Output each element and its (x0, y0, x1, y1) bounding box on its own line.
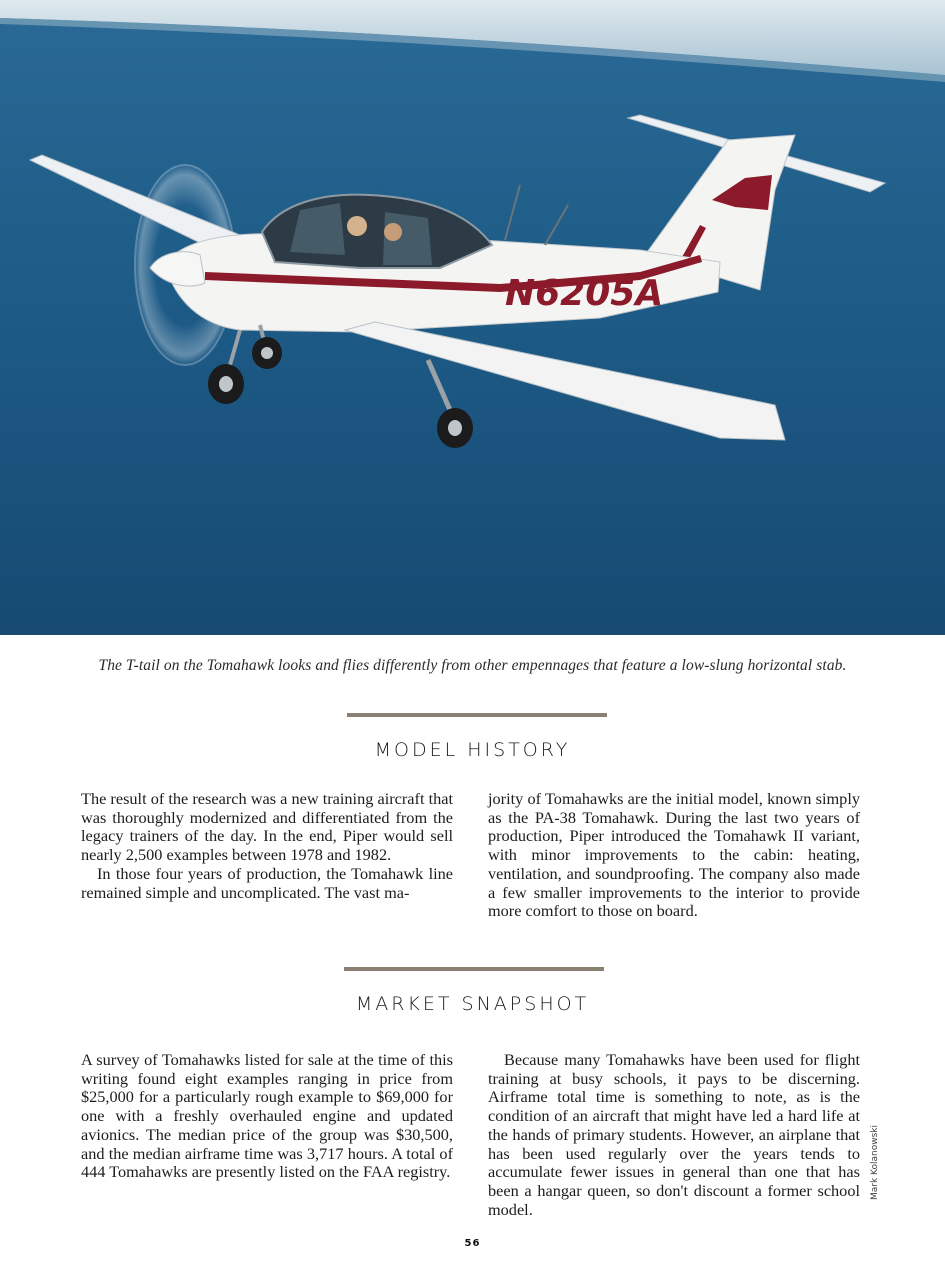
market-snapshot-column-1 (81, 1051, 453, 1182)
hero-photo (0, 0, 945, 635)
page-number: 56 (464, 1238, 481, 1249)
section-title-market-snapshot: MARKET SNAPSHOT (355, 993, 590, 1015)
section-title-model-history: MODEL HISTORY (374, 739, 571, 761)
market-snapshot-column-2 (488, 1051, 860, 1219)
paragraph: jority of Tomahawks are the initial model, known simply as the PA-38 Tomahawk. During the last two years of production, Piper introduced the Tomahawk II variant, with minor improvements to the cabin: heating, ventilation, and soundproofing. The company also made a few smaller improvements to the interior to provide more comfort to those on board. (488, 789, 860, 921)
photo-caption: The T-tail on the Tomahawk looks and flies differently from other empennages that feature a low-slung horizontal stab. (98, 657, 847, 674)
photo-credit: Mark Kolanowski (870, 1124, 880, 1200)
section-divider (344, 967, 604, 971)
model-history-column-2 (488, 790, 860, 921)
model-history-column-1 (81, 790, 453, 902)
paragraph: A survey of Tomahawks listed for sale at the time of this writing found eight examples ranging in price from $25,000 for a particularly rough example to $69,000 for one with a freshly overhauled engine and updated avionics. The median price of the group was $30,500, and the median airframe time was 3,717 hours. A total of 444 Tomahawks are presently listed on the FAA registry. (81, 1050, 453, 1182)
paragraph: Because many Tomahawks have been used for flight training at busy schools, it pays to be discerning. Airframe total time is something to note, as is the condition of an aircraft that might have led a hard life at the hands of primary students. However, an airplane that has been used regularly over the years tends to accumulate fewer issues in general than one that has been a hangar queen, so don't discount a former school model. (488, 1050, 860, 1219)
section-divider (347, 713, 607, 717)
paragraph: In those four years of production, the Tomahawk line remained simple and uncomplicated. The vast ma- (81, 863, 453, 902)
tail-number: N6205A (505, 273, 664, 314)
paragraph: The result of the research was a new training aircraft that was thoroughly modernized and differentiated from the legacy trainers of the day. In the end, Piper would sell nearly 2,500 examples between 1978 and 1982. (81, 789, 453, 865)
tomahawk-aircraft-illustration (0, 0, 945, 635)
